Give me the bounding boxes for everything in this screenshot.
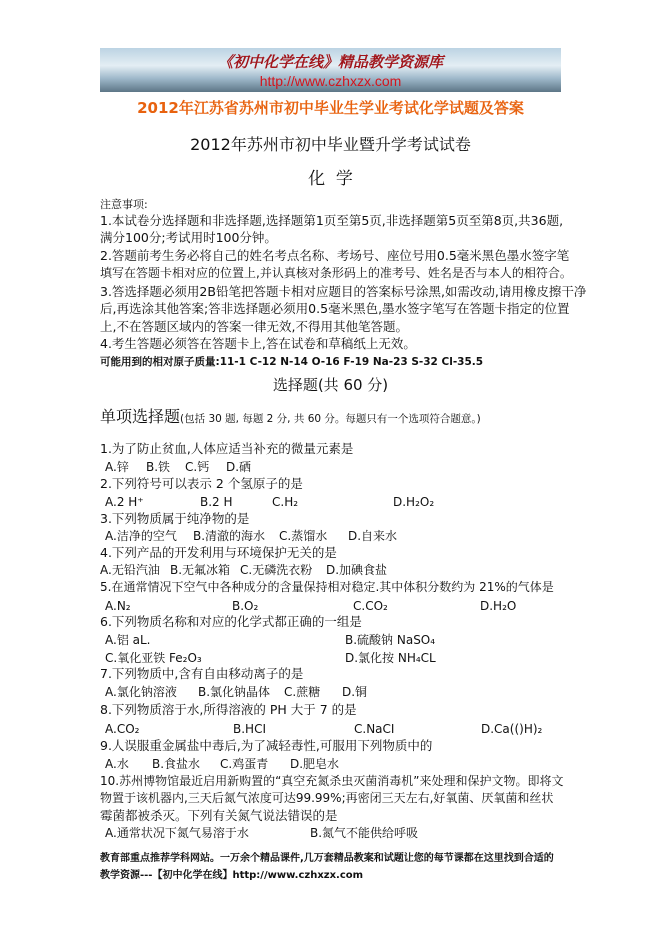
option: C.无磷洗衣粉 xyxy=(240,563,313,577)
subsection-desc: (包括 30 题, 每题 2 分, 共 60 分。每题只有一个选项符合题意。) xyxy=(180,413,481,425)
option: B.清澈的海水 xyxy=(193,529,266,543)
note-line: 1.本试卷分选择题和非选择题,选择题第1页至第5页,非选择题第5页至第8页,共36题, xyxy=(100,213,564,228)
subsection-heading xyxy=(100,409,481,427)
option: C.CO₂ xyxy=(353,599,388,613)
option: D.铜 xyxy=(342,685,368,699)
question-stem: 2.下列符号可以表示 2 个氢原子的是 xyxy=(100,476,303,491)
option: D.加碘食盐 xyxy=(326,563,388,577)
option: C.蔗糖 xyxy=(284,685,321,699)
option: D.硒 xyxy=(226,460,252,474)
option: C.氧化亚铁 Fe₂O₃ xyxy=(105,651,202,665)
option: A.水 xyxy=(105,757,129,771)
note-line: 上,不在答题区域内的答案一律无效,不得用其他笔答题。 xyxy=(100,319,408,334)
option: C.H₂ xyxy=(272,495,299,509)
banner-url[interactable]: http://www.czhxzx.com xyxy=(259,73,402,89)
option: C.NaCI xyxy=(354,722,395,736)
question-stem: 5.在通常情况下空气中各种成分的含量保持相对稳定.其中体积分数约为 21%的气体是 xyxy=(100,580,554,594)
option: A.锌 xyxy=(105,460,129,474)
question-stem: 1.为了防止贫血,人体应适当补充的微量元素是 xyxy=(100,441,354,456)
notes-heading: 注意事项: xyxy=(100,198,148,211)
subject-title: 化 学 xyxy=(308,169,353,189)
note-line: 满分100分;考试用时100分钟。 xyxy=(100,230,277,245)
note-line: 2.答题前考生务必将自己的姓名考点名称、考场号、座位号用0.5毫米黑色墨水签字笔 xyxy=(100,248,570,263)
option: D.氯化按 NH₄CL xyxy=(345,651,436,665)
question-stem: 10.苏州博物馆最近启用新购置的“真空充氮杀虫灭菌消毒机”来处理和保护文物。即将文 xyxy=(100,774,564,788)
option: B.氮气不能供给呼吸 xyxy=(310,826,419,840)
footer-line: 教育部重点推荐学科网站。一万余个精品课件,几万套精品教案和试题让您的每节课都在这里找到合适的 xyxy=(100,853,554,864)
note-line: 4.考生答题必须答在答题卡上,答在试卷和草稿纸上无效。 xyxy=(100,336,416,351)
option: B.O₂ xyxy=(232,599,259,613)
option: D.自来水 xyxy=(348,529,398,543)
option: A.CO₂ xyxy=(105,722,140,736)
question-stem: 8.下列物质溶于水,所得溶液的 PH 大于 7 的是 xyxy=(100,702,357,717)
option: A.洁净的空气 xyxy=(105,529,177,543)
option: C.鸡蛋青 xyxy=(220,757,269,771)
option: B.食盐水 xyxy=(152,757,201,771)
question-stem: 霉菌都被杀灭。下列有关氮气说法错误的是 xyxy=(100,808,338,823)
question-stem: 6.下列物质名称和对应的化学式都正确的一组是 xyxy=(100,614,362,629)
option: B.2 H xyxy=(200,495,233,509)
option: B.无氟冰箱 xyxy=(170,563,231,577)
option: D.H₂O xyxy=(480,599,517,613)
exam-title: 2012年苏州市初中毕业暨升学考试试卷 xyxy=(190,135,471,154)
option: A.无铅汽油 xyxy=(100,563,160,577)
option: B.氯化钠晶体 xyxy=(198,685,271,699)
question-stem: 7.下列物质中,含有自由移动离子的是 xyxy=(100,666,304,681)
option: C.蒸馏水 xyxy=(279,529,328,543)
banner-title: 《初中化学在线》精品教学资源库 xyxy=(217,53,443,71)
option: B.铁 xyxy=(146,460,171,474)
option: A.通常状况下氮气易溶于水 xyxy=(105,826,249,840)
note-line: 后,再选涂其他答案;答非选择题必须用0.5毫米黑色,墨水签字笔写在答题卡指定的位置 xyxy=(100,301,570,316)
option: A.铝 aL. xyxy=(105,633,151,647)
option: D.肥皂水 xyxy=(290,757,340,771)
option: D.Ca(()H)₂ xyxy=(481,722,543,736)
option: B.硫酸钠 NaSO₄ xyxy=(345,633,436,647)
note-line: 填写在答题卡相对应的位置上,并认真核对条形码上的准考号、姓名是否与本人的相符合。 xyxy=(100,266,572,280)
option: A.氯化钠溶液 xyxy=(105,685,177,699)
atomic-masses: 可能用到的相对原子质量:11-1 C-12 N-14 O-16 F-19 Na-23 S-32 Cl-35.5 xyxy=(100,356,484,368)
question-stem: 4.下列产品的开发利用与环境保护无关的是 xyxy=(100,545,337,560)
note-line: 3.答选择题必须用2B铅笔把答题卡相对应题目的答案标号涂黑,如需改动,请用橡皮擦干净 xyxy=(100,284,587,299)
option: D.H₂O₂ xyxy=(393,495,435,509)
question-stem: 物置于该机器内,三天后氮气浓度可达99.99%;再密闭三天左右,好氧菌、厌氧菌和丝状 xyxy=(100,791,554,805)
question-stem: 3.下列物质属于纯净物的是 xyxy=(100,511,250,526)
site-banner xyxy=(100,48,561,92)
option: B.HCI xyxy=(233,722,266,736)
footer-line: 教学资源---【初中化学在线】http://www.czhxzx.com xyxy=(100,870,364,881)
option: A.N₂ xyxy=(105,599,131,613)
section-title: 选择题(共 60 分) xyxy=(272,376,389,394)
option: A.2 H⁺ xyxy=(105,495,144,509)
subsection-title: 单项选择题 xyxy=(100,407,181,426)
option: C.钙 xyxy=(185,460,210,474)
document-title: 2012年江苏省苏州市初中毕业生学业考试化学试题及答案 xyxy=(137,99,524,117)
question-stem: 9.人误服重金属盐中毒后,为了减轻毒性,可服用下列物质中的 xyxy=(100,738,433,753)
